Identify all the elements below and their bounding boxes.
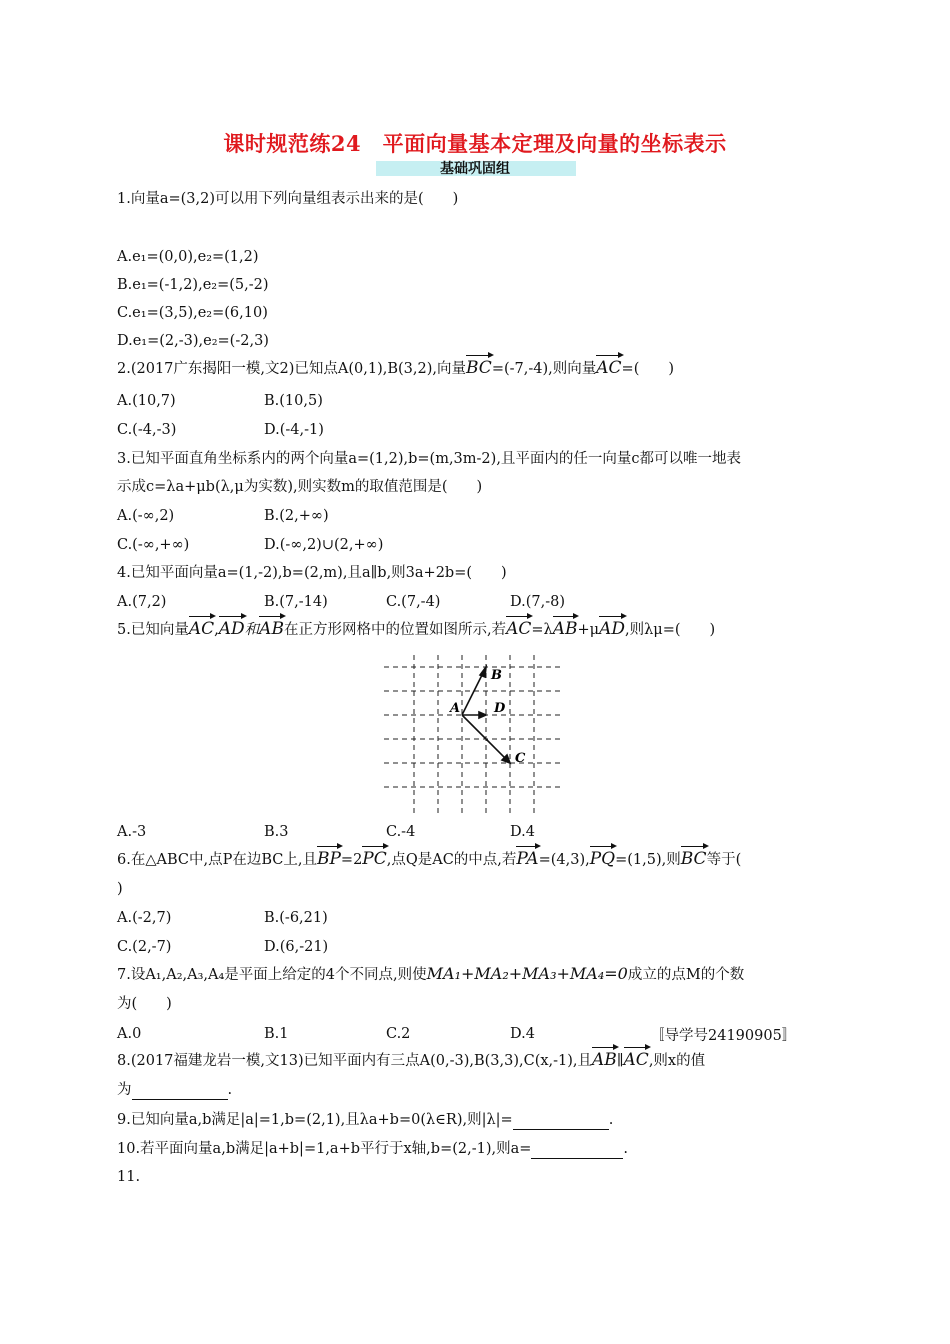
question-4-option-b: B.(7,-14)	[264, 594, 328, 610]
question-8-stem	[117, 1050, 705, 1071]
question-4-option-d: D.(7,-8)	[510, 594, 565, 610]
q5-plus: +μ	[577, 622, 600, 638]
question-2-option-d: D.(-4,-1)	[264, 422, 324, 438]
section-header	[0, 158, 950, 180]
grid-lines	[384, 655, 564, 817]
question-2-option-c: C.(-4,-3)	[117, 422, 177, 438]
point-label-a: A	[450, 701, 461, 716]
page-title: 课时规范练24 平面向量基本定理及向量的坐标表示	[223, 131, 727, 156]
question-4-stem: 4.已知平面向量a=(1,-2),b=(2,m),且a∥b,则3a+2b=( )	[117, 565, 507, 581]
vector-bp: BP	[317, 846, 341, 869]
q10-text: 10.若平面向量a,b满足|a+b|=1,a+b平行于x轴,b=(2,-1),则a=	[117, 1141, 532, 1157]
q5-text-b: 在正方形网格中的位置如图所示,若	[283, 622, 507, 638]
question-1-stem: 1.向量a=(3,2)可以用下列向量组表示出来的是( )	[117, 191, 459, 207]
question-1-option-a: A.e₁=(0,0),e₂=(1,2)	[117, 249, 259, 265]
question-5-option-c: C.-4	[386, 824, 416, 840]
question-1-option-b: B.e₁=(-1,2),e₂=(5,-2)	[117, 277, 269, 293]
q6-mid3: =(1,5),则	[615, 852, 681, 868]
question-3-stem-line1: 3.已知平面直角坐标系内的两个向量a=(1,2),b=(m,3m-2),且平面内的任一向量c都可以唯一地表	[117, 451, 742, 467]
vector-bc: BC	[466, 355, 492, 378]
question-6-option-b: B.(-6,21)	[264, 910, 328, 926]
question-2-stem	[117, 358, 674, 379]
vector-ac-2: AC	[506, 616, 531, 639]
question-7-option-d: D.4	[510, 1026, 535, 1042]
q6-text-b: ,点Q是AC的中点,若	[386, 852, 517, 868]
question-4-option-c: C.(7,-4)	[386, 594, 441, 610]
q2-text-a: 2.(2017广东揭阳一模,文2)已知点A(0,1),B(3,2),向量	[117, 361, 466, 377]
question-8-stem-line2	[117, 1080, 232, 1100]
question-1-option-d: D.e₁=(2,-3),e₂=(-2,3)	[117, 333, 269, 349]
answer-blank-8[interactable]	[132, 1085, 228, 1100]
vector-sum-expression: MA₁+MA₂+MA₃+MA₄=0	[426, 964, 628, 983]
vector-pq: PQ	[590, 846, 615, 869]
guide-number: 〚导学号24190905〛	[650, 1028, 797, 1044]
q5-and: 和	[244, 622, 260, 638]
question-6-option-c: C.(2,-7)	[117, 939, 172, 955]
q5-comma: ,	[214, 622, 219, 638]
question-5-stem	[117, 619, 715, 640]
question-7-option-c: C.2	[386, 1026, 411, 1042]
vector-pc: PC	[362, 846, 386, 869]
vector-bc: BC	[681, 846, 707, 869]
q9-text: 9.已知向量a,b满足|a|=1,b=(2,1),且λa+b=0(λ∈R),则|λ|=	[117, 1112, 513, 1128]
point-label-c: C	[515, 751, 526, 766]
question-3-option-d: D.(-∞,2)∪(2,+∞)	[264, 537, 384, 553]
q8-text-a: 8.(2017福建龙岩一模,文13)已知平面内有三点A(0,-3),B(3,3),C(x,-1),且	[117, 1053, 593, 1069]
question-3-option-c: C.(-∞,+∞)	[117, 537, 190, 553]
q7-text-b: 成立的点M的个数	[627, 967, 745, 983]
question-5-option-b: B.3	[264, 824, 289, 840]
question-3-option-a: A.(-∞,2)	[117, 508, 175, 524]
arrowhead-b	[480, 667, 486, 677]
vector-ab: AB	[259, 616, 284, 639]
question-2-option-b: B.(10,5)	[264, 393, 323, 409]
answer-blank-9[interactable]	[513, 1115, 609, 1130]
question-6-option-a: A.(-2,7)	[117, 910, 172, 926]
question-6-stem	[117, 849, 741, 870]
question-7-stem	[117, 964, 744, 985]
question-7-stem-line2: 为( )	[117, 996, 172, 1012]
q6-mid2: =(4,3),	[538, 852, 590, 868]
question-6-stem-end: )	[117, 881, 123, 897]
q2-text-b: =(-7,-4),则向量	[491, 361, 597, 377]
q2-text-c: =( )	[621, 361, 675, 377]
q8-end: .	[227, 1082, 233, 1098]
question-2-option-a: A.(10,7)	[117, 393, 176, 409]
vector-ac: AC	[596, 355, 621, 378]
vector-ad: AD	[219, 616, 245, 639]
question-7-option-b: B.1	[264, 1026, 289, 1042]
vector-ac: AC	[189, 616, 214, 639]
section-title: 基础巩固组	[440, 161, 510, 177]
q6-text-c: 等于(	[706, 852, 742, 868]
question-6-option-d: D.(6,-21)	[264, 939, 329, 955]
grid-figure	[384, 655, 564, 817]
q7-text-a: 7.设A₁,A₂,A₃,A₄是平面上给定的4个不同点,则使	[117, 967, 427, 983]
vector-ac: AC	[624, 1047, 649, 1070]
vector-ab: AB	[592, 1047, 617, 1070]
vector-ab-2: AB	[553, 616, 578, 639]
answer-blank-10[interactable]	[531, 1144, 623, 1159]
q6-mid1: =2	[340, 852, 363, 868]
q6-text-a: 6.在△ABC中,点P在边BC上,且	[117, 852, 317, 868]
question-1-option-c: C.e₁=(3,5),e₂=(6,10)	[117, 305, 268, 321]
question-3-option-b: B.(2,+∞)	[264, 508, 329, 524]
point-label-d: D	[494, 701, 506, 716]
question-5-option-a: A.-3	[117, 824, 147, 840]
q5-eq: =λ	[531, 622, 553, 638]
question-7-option-a: A.0	[117, 1026, 142, 1042]
parallel-symbol: ∥	[616, 1053, 624, 1069]
q8-text-c: 为	[117, 1082, 132, 1098]
q9-end: .	[608, 1112, 614, 1128]
question-5-option-d: D.4	[510, 824, 535, 840]
question-9-stem	[117, 1110, 613, 1130]
question-11-stem: 11.	[117, 1169, 141, 1185]
question-10-stem	[117, 1139, 628, 1159]
q5-text-a: 5.已知向量	[117, 622, 189, 638]
q5-text-c: ,则λμ=( )	[624, 622, 716, 638]
arrowhead-d	[479, 712, 486, 718]
q8-text-b: ,则x的值	[648, 1053, 706, 1069]
question-4-option-a: A.(7,2)	[117, 594, 167, 610]
point-label-b: B	[491, 668, 502, 683]
question-3-stem-line2: 示成c=λa+μb(λ,μ为实数),则实数m的取值范围是( )	[117, 479, 483, 495]
vector-pa: PA	[516, 846, 538, 869]
vector-ad-2: AD	[599, 616, 625, 639]
q10-end: .	[623, 1141, 629, 1157]
